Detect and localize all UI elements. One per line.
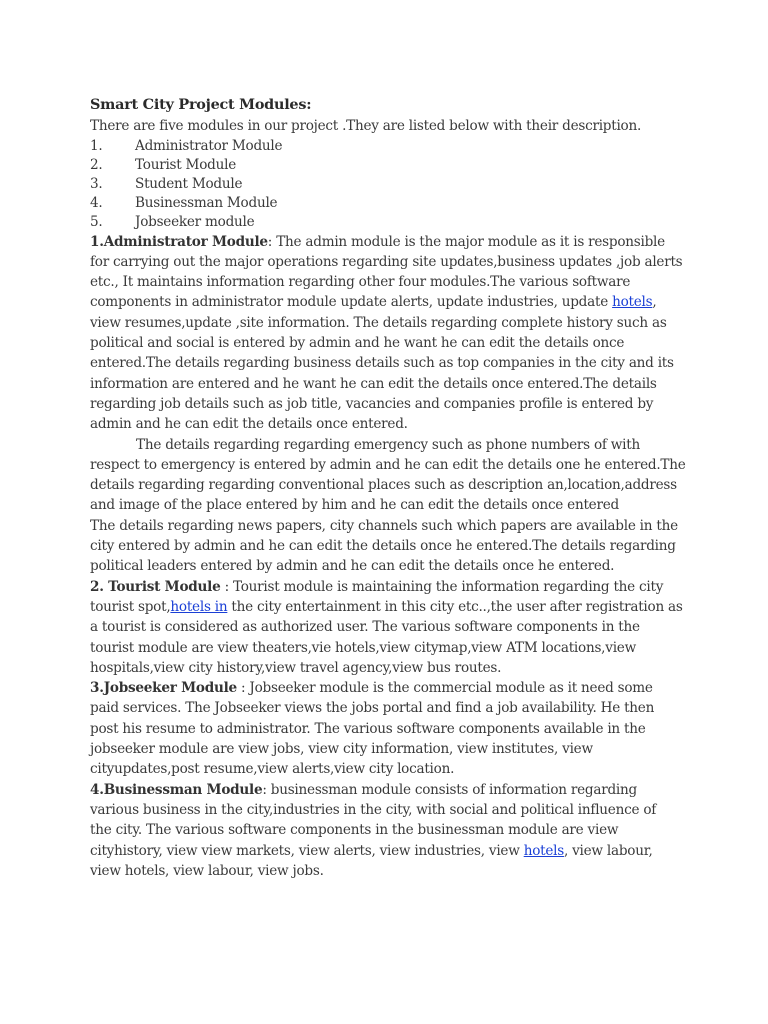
list-item [90, 156, 680, 175]
document-title [90, 95, 680, 115]
list-number: 3. [90, 175, 103, 192]
hotels-link[interactable]: hotels [612, 294, 653, 311]
module-list [90, 137, 680, 232]
admin-section: 1.Administrator Module: The admin module is the major module as it is responsible for carrying out the major operations regarding site updates,business updates ,job alerts etc., It maintains information regarding other four modules.The various software components in administrator module update alerts, update industries, update hotels, view resumes,update ,site information. The details regarding complete history such as political and social is entered by admin and he want he can edit the details once entered.The details regarding business details such as top companies in the city and its information are entered and he want he can edit the details once entered.The details regarding job details such as job title, vacancies and companies profile is entered by admin and he can edit the details once entered. The details regarding regarding emergency such as phone numbers of with respect to emergency is entered by admin and he can edit the details one he entered.The details regarding regarding conventional places such as description an,location,address and image of the place entered by him and he can edit the details once entered The details regarding news papers, city channels such which papers are available in the city entered by admin and he can edit the details once he entered.The details regarding political leaders entered by admin and he can edit the details once he entered. [90, 233, 686, 575]
document-page [90, 95, 686, 881]
jobseeker-section: 3.Jobseeker Module : Jobseeker module is the commercial module as it need some paid services. The Jobseeker views the jobs portal and find a job availability. He then post his resume to administrator. The various software components available in the jobseeker module are view jobs, view city information, view institutes, view cityupdates,post resume,view alerts,view city location. [90, 680, 655, 778]
intro-paragraph: There are five modules in our project .They are listed below with their description. [90, 118, 642, 135]
list-label: Jobseeker module [135, 213, 255, 230]
tourist-section: 2. Tourist Module : Tourist module is maintaining the information regarding the city tourist spot,hotels in the city entertainment in this city etc..,the user after registration as a tourist is considered as authorized user. The various software components in the tourist module are view theaters,vie hotels,view citymap,view ATM locations,view hospitals,view city history,view travel agency,view bus routes. [90, 578, 683, 676]
list-number: 5. [90, 213, 103, 230]
tourist-heading: 2. Tourist Module [90, 578, 221, 595]
list-label: Administrator Module [135, 137, 283, 154]
list-number: 2. [90, 156, 103, 173]
jobseeker-heading: 3.Jobseeker Module [90, 680, 237, 697]
businessman-section: 4.Businessman Module: businessman module consists of information regarding various business in the city,industries in the city, with social and political influence of the city. The various software components in the businessman module are view cityhistory, view view markets, view alerts, view industries, view hotels, view labour, view hotels, view labour, view jobs. [90, 781, 657, 879]
list-item [90, 213, 680, 232]
title-text: Smart City Project Modules [90, 96, 307, 113]
list-item [90, 137, 680, 156]
list-label: Tourist Module [135, 156, 237, 173]
list-label: Businessman Module [135, 194, 278, 211]
list-number: 4. [90, 194, 103, 211]
title-colon: : [306, 96, 312, 113]
list-item [90, 194, 680, 213]
admin-heading: 1.Administrator Module [90, 233, 268, 250]
list-label: Student Module [135, 175, 243, 192]
list-number: 1. [90, 137, 103, 154]
hotels-in-link[interactable]: hotels in [170, 598, 228, 615]
hotels-link[interactable]: hotels [523, 842, 564, 859]
list-item [90, 175, 680, 194]
businessman-heading: 4.Businessman Module [90, 781, 263, 798]
